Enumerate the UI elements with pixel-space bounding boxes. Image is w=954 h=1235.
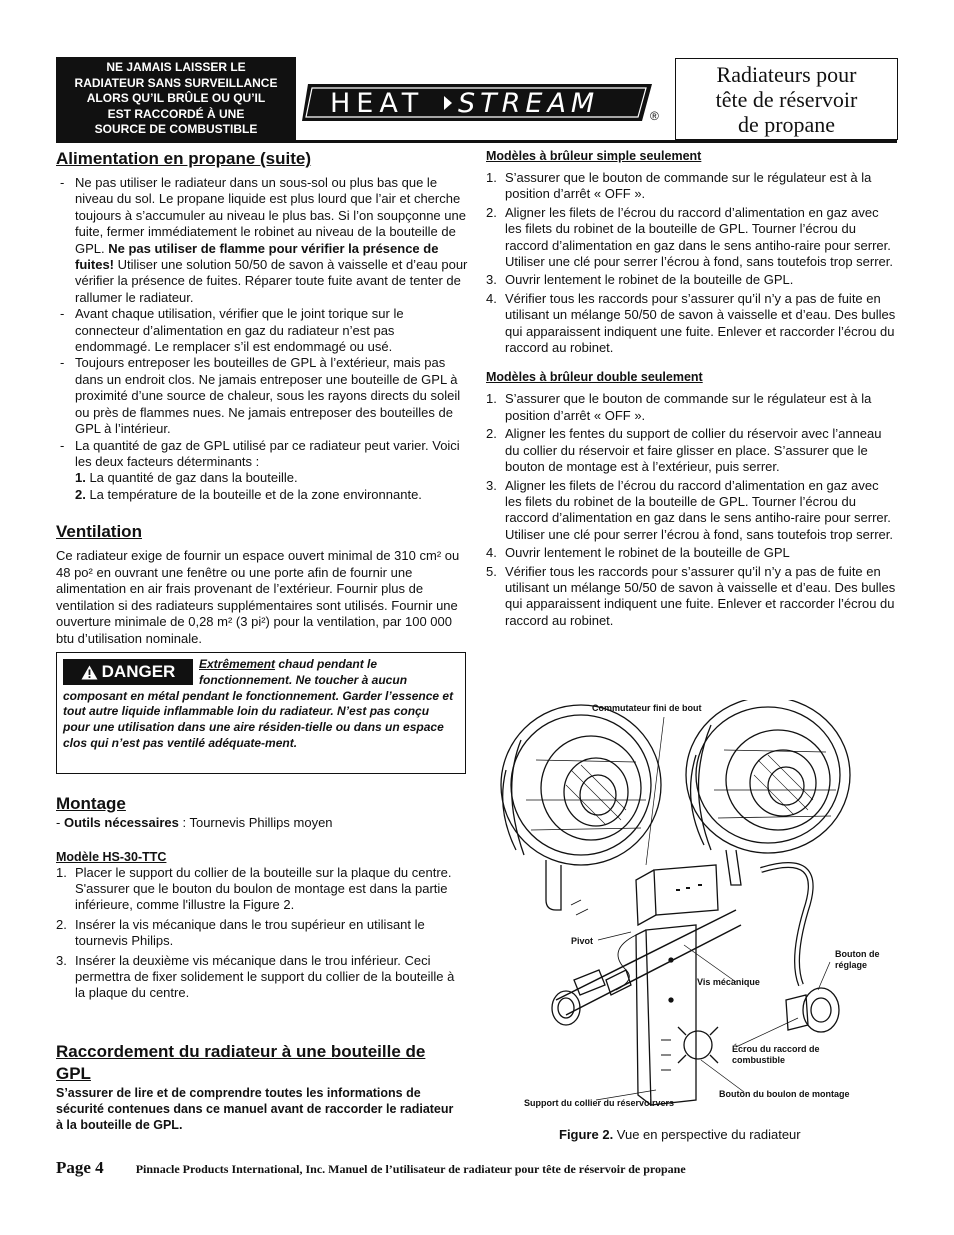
model-heading: Modèle HS-30-TTC: [56, 849, 167, 864]
warning-banner: [56, 57, 296, 141]
list-item: 3. Ouvrir lentement le robinet de la bouteille de GPL.: [486, 272, 794, 288]
right-column: [486, 148, 898, 629]
list-item: - Avant chaque utilisation, vérifier que le joint torique sur le connecteur d’alimentation en gaz du radiateur n’est pas endommagé. Le remplacer s’il est endommagé ou usé.: [60, 306, 404, 355]
page-footer: [56, 1158, 897, 1178]
list-item: - Toujours entreposer les bouteilles de GPL à l’extérieur, mais pas dans un endroit clos. Ne jamais entreposer une bouteille de GPL à proximité d’une source de chaleur, sous les rayons directs du soleil ou près de flammes nues. Ne jamais entreposer des bouteilles de GPL à l’intérieur.: [60, 355, 461, 437]
left-column: [56, 148, 468, 647]
list-item: 4. Ouvrir lentement le robinet de la bouteille de GPL: [486, 545, 790, 561]
list-item: 2. Insérer la vis mécanique dans le trou supérieur en utilisant le tournevis Philips.: [56, 916, 425, 949]
section-heading-ventilation: Ventilation: [56, 522, 142, 542]
page-number: Page 4: [56, 1158, 104, 1177]
warning-line: ALORS QU’IL BRÛLE OU QU’IL: [86, 91, 266, 106]
footer-text: Pinnacle Products International, Inc. Manuel de l’utilisateur de radiateur pour tête de réservoir de propane: [135, 1162, 686, 1176]
single-heading: Modèles à brûleur simple seulement: [486, 149, 702, 163]
list-item: 1. Placer le support du collier de la bouteille sur la plaque du centre. S'assurer que le bouton du boulon de montage est dans la partie inférieure, comme l'illustre la Figure 2.: [56, 864, 452, 913]
section-heading-supply: Alimentation en propane (suite): [56, 149, 312, 168]
logo-stream: STREAM: [458, 88, 600, 119]
list-item: 2. Aligner les fentes du support de collier du réservoir avec l’anneau du collier du réservoir et faire glisser en place. S’assurer que le bouton de montage est à l’extérieur, puis serrer.: [486, 426, 882, 475]
warning-line: NE JAMAIS LAISSER LE: [106, 60, 246, 75]
label-machine-screw: Vis mécanique: [697, 977, 760, 987]
danger-notice: [56, 652, 466, 774]
warning-line: SOURCE DE COMBUSTIBLE: [94, 122, 258, 137]
double-heading: Modèles à brûleur double seulement: [486, 370, 703, 385]
section-heading-montage: Montage: [56, 794, 126, 813]
tools-line: - Outils nécessaires : Tournevis Phillips moyen: [56, 815, 333, 830]
list-item: 4. Vérifier tous les raccords pour s’assurer qu’il n’y a pas de fuite en utilisant un mélange 50/50 de savon à vaisselle et d’eau. Des bulles qui apparaissent indiquent une fuite. Enlever et raccorder l’écrou du raccord au robinet.: [486, 290, 896, 356]
heater-illustration: [486, 700, 898, 1120]
label-pivot: Pivot: [571, 936, 594, 946]
list-item: - Ne pas utiliser le radiateur dans un sous-sol ou plus bas que le niveau du sol. Le propane liquide est plus lourd que l’air et cherche toujours à s’accumuler au niveau le plus bas. Si l’on soupçonne une fuite, fermer immédiatement le robinet au niveau de la bouteille de GPL. Ne pas utiliser de flamme pour vérifier la présence de fuites! Utiliser une solution 50/50 de savon à vaisselle et d’eau pour vérifier la présence de fuites. Réparer toute fuite avant de tenter de rallumer le radiateur.: [60, 175, 468, 305]
montage-section: [56, 793, 468, 1002]
label-fuel-nut: Écrou du raccord de combustible: [732, 1044, 820, 1065]
connect-section: [56, 1041, 456, 1133]
list-item: 5. Vérifier tous les raccords pour s’assurer qu’il n’y a pas de fuite en utilisant un mélange 50/50 de savon à vaisselle et d’eau. Des bulles qui apparaissent indiquent une fuite. Enlever et raccorder l’écrou du raccord au robinet.: [486, 563, 896, 628]
heater-figure: [486, 700, 898, 1120]
factor-item: 1. La quantité de gaz dans la bouteille.: [75, 470, 298, 486]
warning-line: RADIATEUR SANS SURVEILLANCE: [74, 75, 278, 90]
title-line: de propane: [737, 111, 836, 137]
list-item: 1. S’assurer que le bouton de commande sur le régulateur est à la position d’arrêt « OFF ».: [486, 170, 872, 202]
title-line: Radiateurs pour: [716, 61, 857, 87]
logo-heat: HEAT: [330, 88, 425, 119]
list-item: - La quantité de gaz de GPL utilisé par ce radiateur peut varier. Voici les deux facteurs déterminants :: [60, 437, 460, 469]
list-item: 3. Insérer la deuxième vis mécanique dans le trou inférieur. Ceci permettra de fixer solidement le support du collier de la bouteille à la plaque du centre.: [56, 952, 455, 1001]
ventilation-text: Ce radiateur exige de fournir un espace ouvert minimal de 310 cm² ou 48 po² en ouvrant une fenêtre ou une porte afin de fournir une alimentation en air frais provenant de l’extérieur. Fournir plus de ventilation si des radiateurs supplémentaires sont utilisés. Fournir une ouverture minimale de 0,28 m² (3 pi²) pour la ventilation, par 100 000 btu d’utilisation nominale.: [56, 548, 460, 646]
danger-text: Extrêmement chaud pendant le fonctionnement. Ne toucher à aucun composant en métal pendant le fonctionnement. Garder l’essence et tout autre liquide inflammable loin du radiateur. N’est pas conçu pour une utilisation dans une aire résiden-tielle ou dans un espace clos qui n’est pas ventilé adéquate-ment.: [63, 657, 454, 750]
list-item: 2. Aligner les filets de l’écrou du raccord d’alimentation en gaz avec les filets du robinet de la bouteille de GPL. Tourner l’écrou du raccord d’alimentation en gaz dans le sens antiho-raire pour serrer. Utiliser une clé pour serrer l’écrou à fond, sans toutefois trop serrer.: [486, 204, 894, 270]
list-item: 3. Aligner les filets de l’écrou du raccord d’alimentation en gaz avec les filets du robinet de la bouteille de GPL. Tourner l’écrou du raccord d’alimentation en gaz dans le sens antiho-raire pour serrer. Utiliser une clé pour serrer l’écrou à fond, sans toutefois trop serrer.: [486, 477, 894, 542]
figure-caption: Figure 2. Vue en perspective du radiateur: [559, 1127, 801, 1142]
danger-badge: DANGER: [63, 659, 193, 685]
warning-line: EST RACCORDÉ À UNE: [107, 106, 245, 121]
label-end-switch: Commutateur fini de bout: [592, 703, 702, 713]
registered-mark: ®: [650, 109, 659, 123]
factor-item: 2. La température de la bouteille et de la zone environnante.: [75, 486, 422, 502]
heatstream-logo: [300, 79, 660, 129]
label-mount-knob: Bouton du boulon de montage: [719, 1089, 850, 1099]
document-title: [675, 58, 898, 140]
section-heading-connect: Raccordement du radiateur à une bouteille de GPL: [56, 1042, 426, 1083]
header-rule: [56, 140, 897, 143]
label-collar-support: Support du collier du réservoirvers: [524, 1098, 675, 1108]
list-item: 1. S’assurer que le bouton de commande sur le régulateur est à la position d’arrêt « OFF ».: [486, 391, 872, 423]
title-line: tête de réservoir: [715, 86, 858, 112]
connect-text: S’assurer de lire et de comprendre toutes les informations de sécurité contenues dans ce manuel avant de raccorder le radiateur à la bouteille de GPL.: [56, 1086, 454, 1132]
label-adjust-knob: Bouton de réglage: [835, 949, 880, 970]
